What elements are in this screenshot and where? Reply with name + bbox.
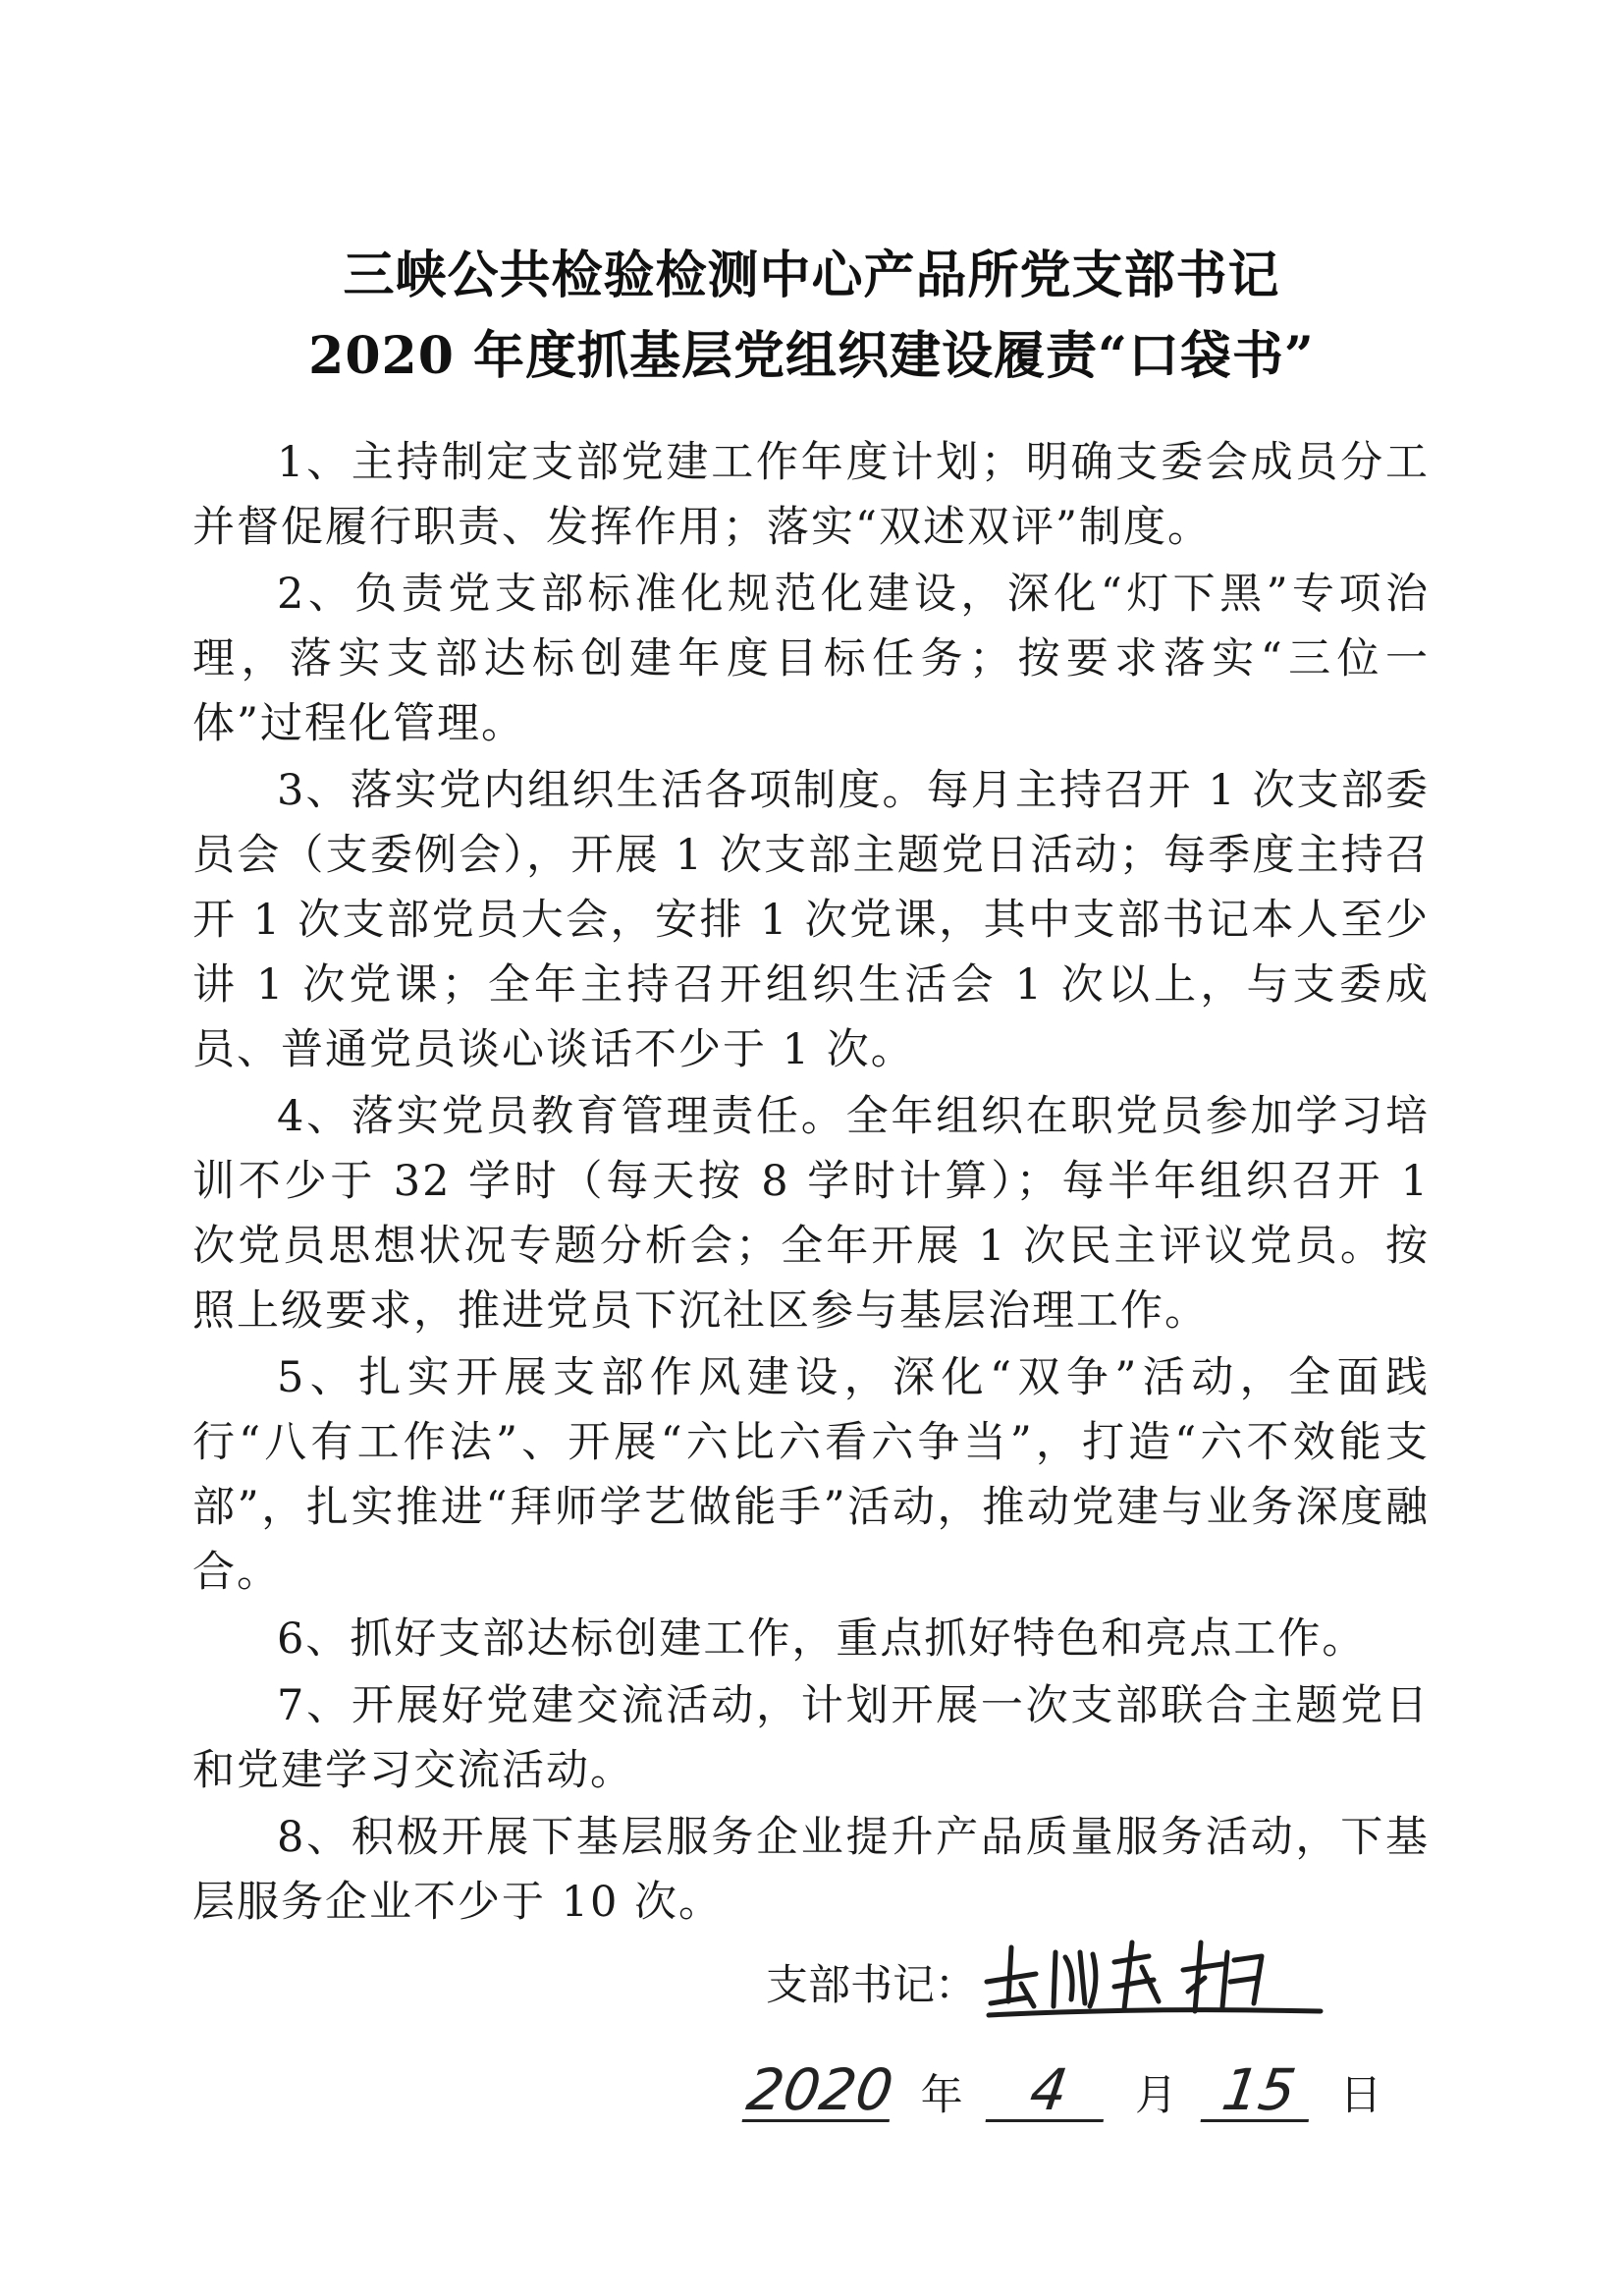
- paragraph-8: 8、积极开展下基层服务企业提升产品质量服务活动，下基层服务企业不少于 10 次。: [192, 1813, 1430, 1927]
- date-month: 4: [986, 2060, 1112, 2122]
- date-day-unit: 日: [1339, 2071, 1382, 2120]
- paragraph-4: 4、落实党员教育管理责任。全年组织在职党员参加学习培训不少于 32 学时（每天按 8 学时计算）；每半年组织召开 1 次党员思想状况专题分析会；全年开展 1 次民主评议党员。按照上级要求，推进党员下沉社区参与基层治理工作。: [192, 1092, 1430, 1336]
- paragraph-3: 3、落实党内组织生活各项制度。每月主持召开 1 次支部委员会（支委例会），开展 1 次支部主题党日活动；每季度主持召开 1 次支部党员大会，安排 1 次党课，其中支部书记本人至少讲 1 次党课；全年主持召开组织生活会 1 次以上，与支委成员、普通党员谈心谈话不少于 1 次。: [192, 766, 1430, 1074]
- paragraph-1: 1、主持制定支部党建工作年度计划；明确支委会成员分工并督促履行职责、发挥作用；落实“双述双评”制度。: [192, 438, 1430, 552]
- document-body: [192, 430, 1430, 1937]
- paragraph-7: 7、开展好党建交流活动，计划开展一次支部联合主题党日和党建学习交流活动。: [192, 1681, 1430, 1795]
- date-year-unit: 年: [920, 2071, 963, 2120]
- paragraph-2: 2、负责党支部标准化规范化建设，深化“灯下黑”专项治理，落实支部达标创建年度目标任务；按要求落实“三位一体”过程化管理。: [192, 570, 1430, 748]
- signature-block: [766, 1952, 977, 2012]
- date-month-unit: 月: [1135, 2071, 1178, 2120]
- paragraph-6: 6、抓好支部达标创建工作，重点抓好特色和亮点工作。: [277, 1614, 1367, 1664]
- date-block: [742, 2056, 1395, 2123]
- handwritten-signature: [977, 1913, 1330, 2021]
- date-day: 15: [1200, 2060, 1317, 2122]
- date-year: 2020: [742, 2056, 897, 2123]
- document-title-line-1: 三峡公共检验检测中心产品所党支部书记: [343, 246, 1280, 305]
- paragraph-5: 5、扎实开展支部作风建设，深化“双争”活动，全面践行“八有工作法”、开展“六比六看六争当”，打造“六不效能支部”，扎实推进“拜师学艺做能手”活动，推动党建与业务深度融合。: [192, 1353, 1430, 1597]
- signature-label: 支部书记：: [766, 1961, 977, 2010]
- document-title-line-2: 2020 年度抓基层党组织建设履责“口袋书”: [308, 326, 1315, 386]
